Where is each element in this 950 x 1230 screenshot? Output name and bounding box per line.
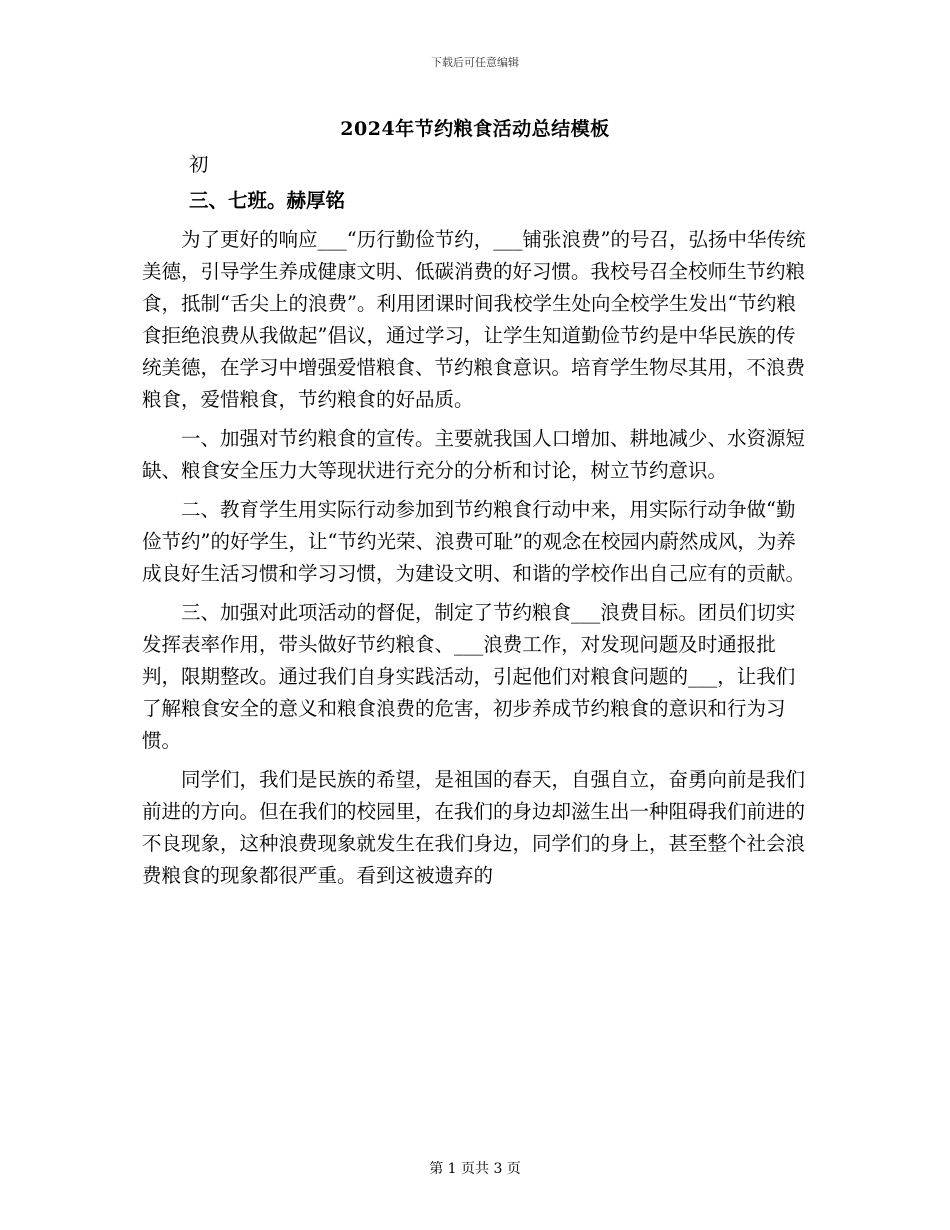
paragraph-initial: 初 [189, 153, 209, 176]
document-body [142, 149, 810, 892]
paragraph-closing: 同学们，我们是民族的希望，是祖国的春天，自强自立，奋勇向前是我们前进的方向。但在我们的校园里，在我们的身边却滋生出一种阻碍我们前进的不良现象，这种浪费现象就发生在我们身边，同学们的身上，甚至整个社会浪费粮食的现象都很严重。看到这被遗弃的 [142, 768, 806, 887]
header-note: 下载后可任意编辑 [431, 56, 519, 69]
paragraph-point-2: 二、教育学生用实际行动参加到节约粮食行动中来，用实际行动争做“勤俭节约”的好学生，让“节约光荣、浪费可耻”的观念在校园内蔚然成风，为养成良好生活习惯和学习习惯，为建设文明、和谐的学校作出自己应有的贡献。 [142, 498, 806, 585]
paragraph-author-line: 三、七班。赫厚铭 [189, 189, 346, 212]
paragraph-point-1: 一、加强对节约粮食的宣传。主要就我国人口增加、耕地减少、水资源短缺、粮食安全压力大等现状进行充分的分析和讨论，树立节约意识。 [142, 427, 806, 482]
document-title: 2024年节约粮食活动总结模板 [340, 118, 610, 140]
paragraph-point-3: 三、加强对此项活动的督促，制定了节约粮食___浪费目标。团员们切实发挥表率作用，带头做好节约粮食、___浪费工作，对发现问题及时通报批判，限期整改。通过我们自身实践活动，引起他们对粮食问题的___，让我们了解粮食安全的意义和粮食浪费的危害，初步养成节约粮食的意识和行为习惯。 [142, 601, 796, 752]
page-footer: 第 1 页共 3 页 [429, 1161, 521, 1177]
paragraph-intro: 为了更好的响应___“历行勤俭节约，___铺张浪费”的号召，弘扬中华传统美德，引导学生养成健康文明、低碳消费的好习惯。我校号召全校师生节约粮食，抵制“舌尖上的浪费”。利用团课时间我校学生处向全校学生发出“节约粮食拒绝浪费从我做起”倡议，通过学习，让学生知道勤俭节约是中华民族的传统美德，在学习中增强爱惜粮食、节约粮食意识。培育学生物尽其用，不浪费粮食，爱惜粮食，节约粮食的好品质。 [142, 228, 806, 411]
